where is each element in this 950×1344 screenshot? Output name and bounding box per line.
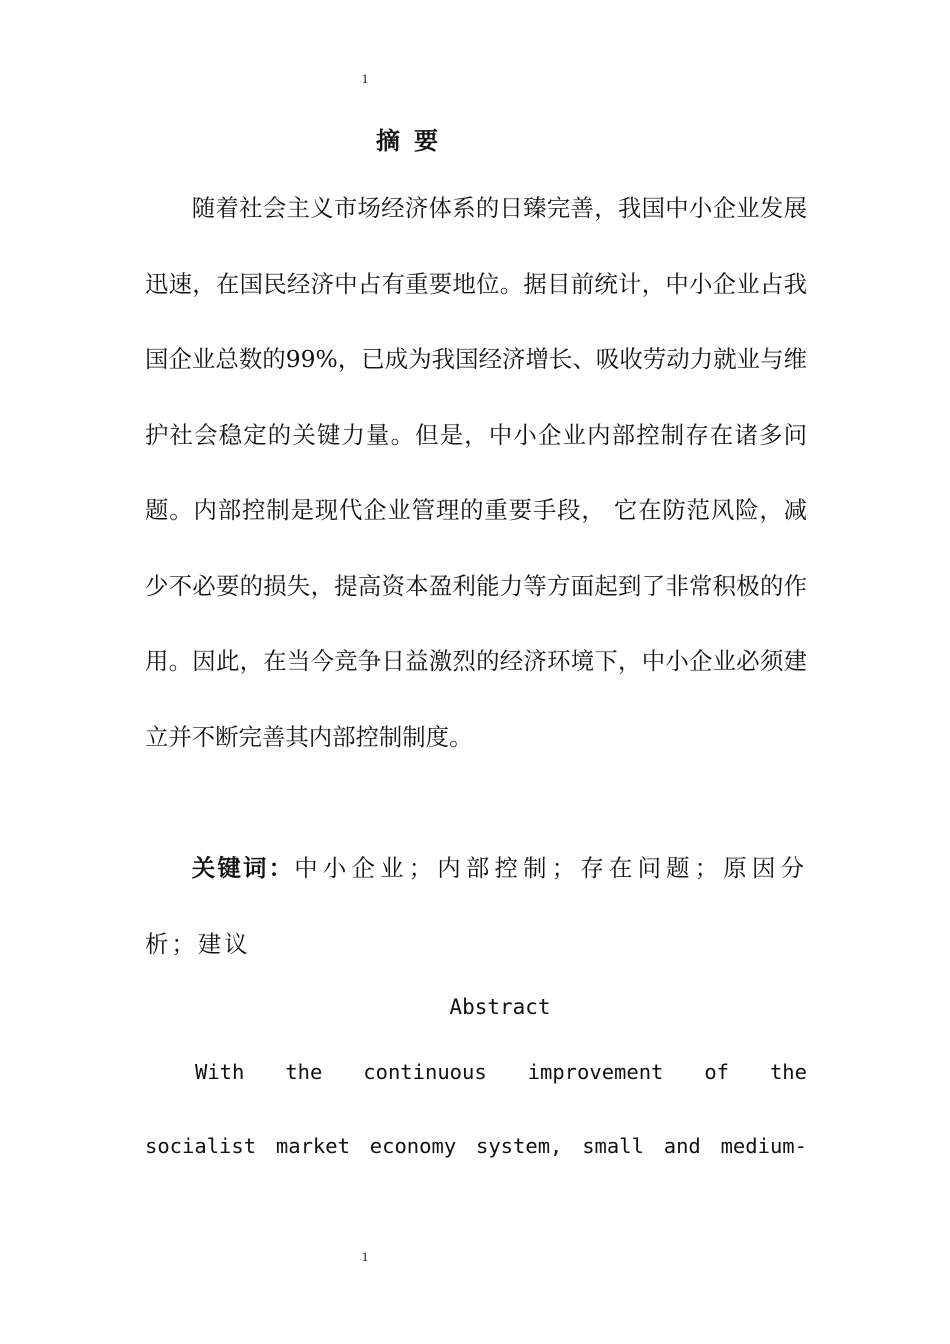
page-number-bottom: 1 xyxy=(361,1249,369,1264)
english-word: continuous xyxy=(363,1060,487,1084)
english-abstract-line-2 xyxy=(145,1131,807,1161)
english-word: socialist xyxy=(145,1134,257,1158)
page-title: 摘要 xyxy=(376,127,452,155)
keywords-label: 关键词： xyxy=(191,854,295,882)
keywords-line xyxy=(145,831,807,982)
english-word: small xyxy=(582,1134,644,1158)
english-word: improvement xyxy=(527,1060,664,1084)
abstract-heading: Abstract xyxy=(449,995,551,1019)
english-word: of xyxy=(704,1060,730,1084)
english-abstract-line-1 xyxy=(145,1057,807,1087)
page-number-top: 1 xyxy=(361,71,369,86)
english-word: system, xyxy=(476,1134,563,1158)
chinese-abstract-paragraph: 随着社会主义市场经济体系的日臻完善，我国中小企业发展迅速，在国民经济中占有重要地位。据目前统计，中小企业占我国企业总数的99%，已成为我国经济增长、吸收劳动力就业与维护社会稳定的关键力量。但是，中小企业内部控制存在诸多问题。内部控制是现代企业管理的重要手段， 它在防范风险，减少不必要的损失，提高资本盈利能力等方面起到了非常积极的作用。因此，在当今竞争日益激烈的经济环境下，中小企业必须建立并不断完善其内部控制制度。 xyxy=(145,194,807,751)
english-word: medium- xyxy=(720,1134,807,1158)
english-word: With xyxy=(195,1060,245,1084)
english-word: the xyxy=(285,1060,323,1084)
keywords-terms: 中小企业；内部控制；存在问题；原因分析；建议 xyxy=(145,854,808,958)
english-word: economy xyxy=(369,1134,457,1158)
english-word: and xyxy=(663,1134,701,1158)
english-word: the xyxy=(769,1060,807,1084)
english-word: market xyxy=(275,1134,350,1158)
